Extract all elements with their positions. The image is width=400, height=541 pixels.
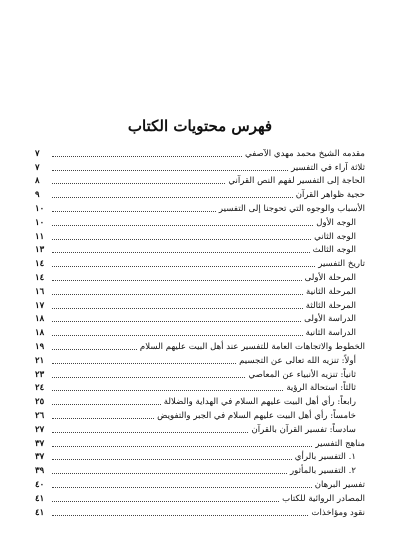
dot-leader [52, 473, 287, 474]
toc-entry-page-number: ٣٧ [35, 438, 45, 449]
toc-entry [35, 256, 365, 270]
toc-entry-page-number: ٣٧ [35, 452, 45, 463]
toc-entry-title: مقدمه الشيخ محمد مهدي الآصفي [245, 148, 365, 159]
dot-leader [52, 335, 303, 336]
toc-entry-page-number: ١٤ [35, 272, 45, 283]
toc-entry [35, 491, 365, 505]
toc-entry-page-number: ٢٤ [35, 383, 45, 394]
toc-entry-title: ١. التفسير بالرأي [294, 452, 356, 463]
toc-entry [35, 160, 365, 174]
dot-leader [52, 211, 216, 212]
toc-entry-title: المرحلة الثالثة [305, 300, 356, 311]
dot-leader [52, 349, 137, 350]
dot-leader [52, 487, 312, 488]
toc-entry-title: نقود ومؤاخذات [311, 507, 365, 518]
toc-entry [35, 146, 365, 160]
toc-entry-page-number: ٢٣ [35, 369, 45, 380]
dot-leader [52, 183, 225, 184]
toc-entry-title: ثالثاً: استحالة الرؤية [286, 383, 356, 394]
toc-entry-title: الخطوط والاتجاهات العامة للتفسير عند أهل البيت عليهم السلام [139, 341, 365, 352]
toc-entry-title: تاريخ التفسير [318, 259, 365, 270]
toc-entry-page-number: ٩ [35, 190, 40, 201]
toc-entry [35, 174, 365, 188]
toc-entry-page-number: ٢٥ [35, 397, 45, 408]
dot-leader [52, 459, 292, 460]
toc-entry [35, 243, 365, 257]
dot-leader [52, 308, 303, 309]
toc-entry-page-number: ١٠ [35, 217, 45, 228]
dot-leader [52, 156, 242, 157]
toc-entry-page-number: ١٨ [35, 328, 45, 339]
toc-entry-title: ثلاثة آراء في التفسير [291, 162, 365, 173]
toc-entry [35, 312, 365, 326]
toc-entry-page-number: ٧ [35, 162, 40, 173]
dot-leader [52, 252, 310, 253]
toc-entry [35, 381, 365, 395]
toc-entry [35, 325, 365, 339]
toc-entry-title: حجية ظواهر القرآن [295, 190, 365, 201]
toc-entry-title: الوجه الثاني [314, 231, 356, 242]
toc-entry [35, 353, 365, 367]
toc-entry-title: تفسير البرهان [314, 479, 365, 490]
dot-leader [52, 515, 308, 516]
dot-leader [52, 280, 302, 281]
dot-leader [52, 321, 301, 322]
dot-leader [52, 225, 313, 226]
toc-entry-title: الأسباب والوجوه التي تحوجنا إلى التفسير [218, 203, 365, 214]
dot-leader [52, 170, 288, 171]
toc-entry-page-number: ١٩ [35, 341, 45, 352]
dot-leader [52, 294, 303, 295]
table-of-contents [35, 146, 365, 519]
toc-entry-title: سادساً: تفسير القرآن بالقرآن [251, 424, 356, 435]
toc-entry-title: الحاجة إلى التفسير لفهم النص القرآني [228, 176, 365, 187]
page-title: فهرس محتويات الكتاب [127, 117, 273, 135]
toc-entry-page-number: ٢٧ [35, 424, 45, 435]
dot-leader [52, 432, 248, 433]
toc-entry-title: مناهج التفسير [315, 438, 365, 449]
toc-entry [35, 436, 365, 450]
toc-entry [35, 367, 365, 381]
toc-entry-title: المرحلة الأولى [304, 272, 356, 283]
toc-entry [35, 215, 365, 229]
toc-entry-page-number: ٢٦ [35, 410, 45, 421]
toc-entry-title: ثانياً: تنزيه الأنبياء عن المعاصي [248, 369, 356, 380]
toc-entry-title: الدراسة الثانية [305, 328, 356, 339]
dot-leader [52, 418, 154, 419]
dot-leader [52, 501, 279, 502]
toc-entry [35, 422, 365, 436]
toc-entry-title: ٢. التفسير بالمأثور [290, 466, 356, 477]
toc-entry [35, 284, 365, 298]
toc-entry-title: الوجه الثالث [312, 245, 356, 256]
toc-entry-page-number: ١٨ [35, 314, 45, 325]
dot-leader [52, 446, 312, 447]
toc-entry-title: أولاً: تنزيه الله تعالى عن التجسيم [239, 355, 356, 366]
toc-entry [35, 201, 365, 215]
toc-entry-page-number: ٢١ [35, 355, 45, 366]
toc-entry-page-number: ١٧ [35, 300, 45, 311]
dot-leader [52, 377, 245, 378]
toc-entry [35, 298, 365, 312]
toc-entry [35, 229, 365, 243]
toc-entry [35, 463, 365, 477]
dot-leader [52, 404, 161, 405]
toc-entry-title: المصادر الروائية للكتاب [282, 493, 365, 504]
toc-entry-page-number: ٨ [35, 176, 40, 187]
toc-entry [35, 450, 365, 464]
toc-entry-page-number: ١٣ [35, 245, 45, 256]
toc-entry-title: المرحلة الثانية [305, 286, 356, 297]
toc-entry-page-number: ٣٩ [35, 466, 45, 477]
toc-entry-page-number: ٧ [35, 148, 40, 159]
toc-entry-page-number: ١٤ [35, 259, 45, 270]
toc-entry-page-number: ٤١ [35, 507, 45, 518]
toc-entry-title: رابعاً: رأي أهل البيت عليهم السلام في الهداية والضلالة [163, 397, 356, 408]
toc-entry [35, 339, 365, 353]
dot-leader [52, 266, 315, 267]
toc-entry-title: الدراسة الأولى [304, 314, 356, 325]
toc-entry [35, 394, 365, 408]
toc-entry-page-number: ٤٠ [35, 479, 45, 490]
toc-entry-page-number: ١١ [35, 231, 45, 242]
toc-entry [35, 505, 365, 519]
dot-leader [52, 390, 283, 391]
toc-entry [35, 187, 365, 201]
toc-entry-title: الوجه الأول [316, 217, 356, 228]
dot-leader [52, 239, 311, 240]
toc-entry [35, 477, 365, 491]
dot-leader [52, 197, 293, 198]
toc-entry [35, 408, 365, 422]
toc-entry-page-number: ٤١ [35, 493, 45, 504]
toc-entry [35, 270, 365, 284]
dot-leader [52, 363, 236, 364]
toc-entry-page-number: ١٠ [35, 203, 45, 214]
toc-entry-title: خامساً: رأي أهل البيت عليهم السلام في الجبر والتفويض [157, 410, 356, 421]
toc-entry-page-number: ١٦ [35, 286, 45, 297]
